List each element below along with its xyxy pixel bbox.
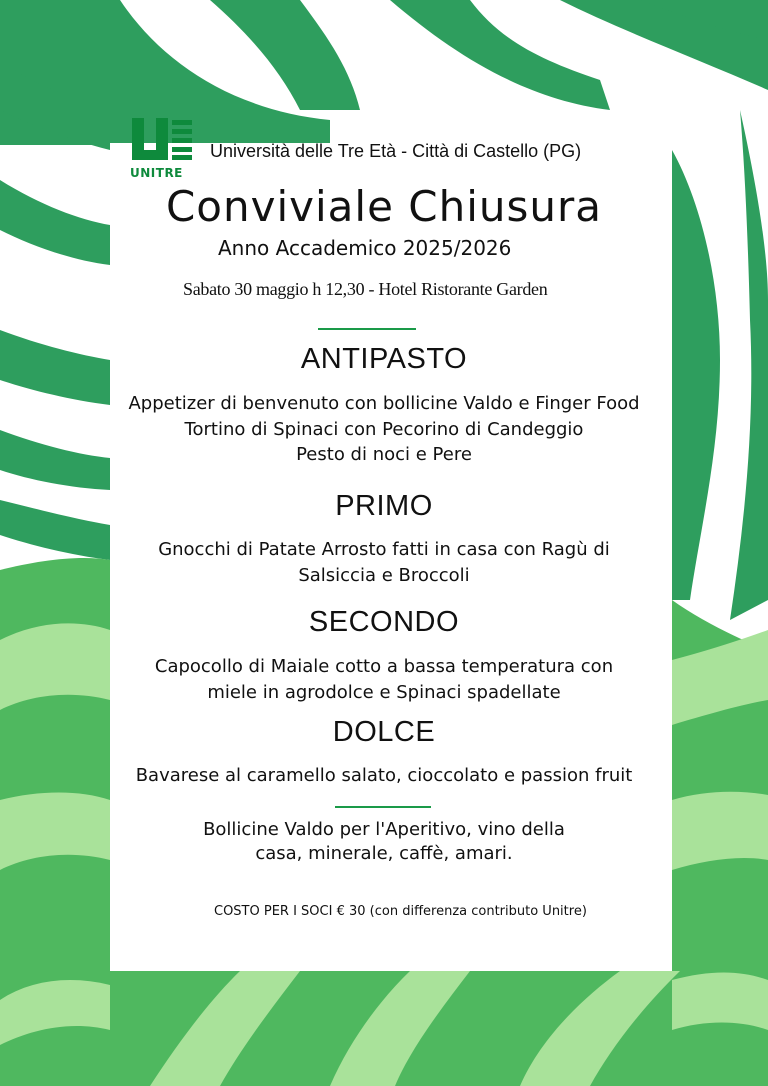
primo-line: Gnocchi di Patate Arrosto fatti in casa con Ragù di bbox=[158, 539, 610, 560]
antipasto-line: Pesto di noci e Pere bbox=[296, 444, 472, 465]
event-title: Conviviale Chiusura bbox=[165, 182, 603, 231]
dolce-line: Bavarese al caramello salato, cioccolato e passion fruit bbox=[135, 765, 633, 786]
divider-top bbox=[318, 328, 416, 330]
secondo-line: miele in agrodolce e Spinaci spadellate bbox=[207, 682, 561, 703]
divider-bottom bbox=[335, 806, 431, 808]
antipasto-line: Appetizer di benvenuto con bollicine Valdo e Finger Food bbox=[128, 393, 640, 414]
heading-dolce: DOLCE bbox=[332, 716, 436, 748]
heading-primo: PRIMO bbox=[335, 490, 433, 522]
drinks-line: Bollicine Valdo per l'Aperitivo, vino della bbox=[203, 819, 565, 840]
academic-year: Anno Accademico 2025/2026 bbox=[218, 236, 512, 260]
member-cost: COSTO PER I SOCI € 30 (con differenza contributo Unitre) bbox=[214, 904, 587, 919]
logo-wordmark: UNITRE bbox=[130, 166, 183, 180]
organization-name: Università delle Tre Età - Città di Castello (PG) bbox=[210, 141, 582, 161]
event-date-place: Sabato 30 maggio h 12,30 - Hotel Ristorante Garden bbox=[183, 279, 548, 299]
drinks-line: casa, minerale, caffè, amari. bbox=[255, 843, 513, 864]
antipasto-line: Tortino di Spinaci con Pecorino di Candeggio bbox=[184, 419, 584, 440]
primo-line: Salsiccia e Broccoli bbox=[298, 565, 470, 586]
secondo-line: Capocollo di Maiale cotto a bassa temperatura con bbox=[154, 656, 614, 677]
heading-antipasto: ANTIPASTO bbox=[300, 343, 468, 375]
heading-secondo: SECONDO bbox=[308, 606, 460, 638]
